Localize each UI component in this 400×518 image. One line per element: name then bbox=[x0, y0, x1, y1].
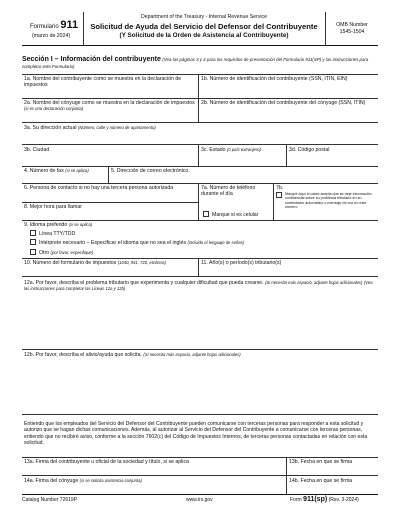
field-7b-note: Marque aquí si usted acepta que se deje información confidencial sobre su problema tributario en su contestador automático o mensaje de voz en este número bbox=[285, 192, 372, 210]
omb-label: OMB Number bbox=[336, 22, 368, 28]
spouse-signature-field[interactable] bbox=[22, 475, 286, 494]
tax-period-field[interactable] bbox=[198, 258, 378, 276]
field-4-label: 4. Número de fax (si se aplica) bbox=[24, 168, 89, 174]
field-1b-label: 1b. Número de identificación del contribuyente (SSN, ITIN, EIN) bbox=[201, 76, 348, 82]
current-address-field[interactable] bbox=[22, 122, 378, 144]
field-7a-label: 7a. Número de teléfono durante el día bbox=[201, 185, 256, 198]
spouse-id-field[interactable] bbox=[198, 98, 378, 122]
fax-number-field[interactable] bbox=[22, 166, 108, 183]
other-language-label: Otro (por favor, especifique) bbox=[39, 250, 94, 256]
form-id: Form 911(sp) (Rev. 3-2024) bbox=[290, 496, 359, 503]
field-9-label: 9. Idioma preferido (si se aplica) bbox=[24, 222, 93, 228]
field-14a-label: 14a. Firma del cónyuge (si se solicita asistencia conjunta) bbox=[24, 478, 142, 484]
spouse-name-field[interactable] bbox=[22, 98, 198, 122]
form-date: (marzo de 2024) bbox=[32, 33, 71, 39]
best-time-to-call-field[interactable] bbox=[22, 202, 198, 220]
city-field[interactable] bbox=[22, 144, 198, 166]
field-2b-label: 2b. Número de identificación del contribuyente del cónyuge (SSN, ITIN) bbox=[201, 100, 366, 106]
section-1-heading: Sección I – Información del contribuyente (Vea las páginas 3 y 4 para los requisitos de presentación del Formulario 911(SP) y las instrucciones para completar este Formulario) bbox=[22, 56, 369, 70]
header-divider-right bbox=[325, 12, 326, 45]
field-13a-label: 13a. Firma del contribuyente u oficial de la sociedad y título, si se aplica bbox=[24, 459, 189, 465]
other-language-checkbox[interactable] bbox=[30, 249, 36, 255]
field-3b-label: 3b. Ciudad bbox=[24, 147, 50, 153]
form-number: 911 bbox=[60, 19, 79, 31]
form-subtitle: (Y Solicitud de la Orden de Asistencia al Contribuyente) bbox=[119, 32, 289, 39]
field-3a-label: 3a. Su dirección actual (Número, calle y número de apartamento) bbox=[24, 125, 156, 131]
problem-description-field[interactable] bbox=[22, 294, 378, 349]
header-rule bbox=[22, 45, 378, 46]
form-title: Solicitud de Ayuda del Servicio del Defensor del Contribuyente bbox=[90, 22, 318, 31]
tty-checkbox[interactable] bbox=[30, 230, 36, 236]
field-3c-label: 3c. Estado (o país extranjero) bbox=[201, 147, 261, 153]
daytime-phone-field[interactable] bbox=[198, 195, 273, 207]
tax-form-number-field[interactable] bbox=[22, 258, 198, 276]
field-12a-label: 12a. Por favor, describa el problema tributario que experimenta y cualquier dificultad que pueda crearse. (Si necesita más espacio, adjunte hojas adicionales) (Vea las instrucciones para completar las Líneas 12a y 12b) bbox=[24, 280, 373, 292]
relief-requested-field[interactable] bbox=[22, 360, 378, 414]
field-1a-label: 1a. Nombre del contribuyente como se muestra en la declaración de impuestos bbox=[24, 76, 182, 89]
omb-number: 1545-1504 bbox=[339, 29, 365, 35]
taxpayer-sign-date-field[interactable] bbox=[286, 457, 378, 475]
voicemail-consent-checkbox[interactable] bbox=[276, 192, 282, 198]
form-label: Formulario 911 bbox=[30, 19, 79, 31]
field-13b-label: 13b. Fecha en que se firma bbox=[289, 459, 353, 465]
catalog-number: Catalog Number 72619P bbox=[22, 497, 78, 503]
taxpayer-name-field[interactable] bbox=[22, 74, 198, 98]
field-11-label: 11. Año(s) o período(s) tributario(s) bbox=[201, 260, 282, 266]
irs-website: www.irs.gov bbox=[186, 497, 213, 503]
field-7b-label: 7b. bbox=[276, 185, 284, 191]
zip-code-field[interactable] bbox=[286, 144, 378, 166]
department-name: Department of the Treasury - Internal Revenue Service bbox=[140, 14, 267, 20]
interpreter-checkbox[interactable] bbox=[30, 239, 36, 245]
field-5-label: 5. Dirección de correo electrónico. bbox=[111, 168, 190, 174]
field-2a-label: 2a. Nombre del cónyuge como se muestra en la declaración de impuestos (si es una declaración conjunta) bbox=[24, 100, 195, 112]
cell-phone-label: Marque si es celular bbox=[212, 212, 259, 218]
taxpayer-signature-field[interactable] bbox=[22, 457, 286, 475]
contact-person-field[interactable] bbox=[22, 183, 198, 202]
consent-statement: Entiendo que los empleados del Servicio del Defensor del Contribuyente pueden comunicarse con terceras personas para responder a esta solicitud y autorizo que se hagan dichas comunicaciones. Además, al autorizar al Servicio del Defensor del Contribuyente a comunicarse con terceras personas, entiendo que no recibiré aviso, conforme a la sección 7602(c) del Código de Impuestos Internos, de terceras personas contactadas en relación con esta solicitud. bbox=[24, 421, 368, 447]
field-3d-label: 3d. Código postal bbox=[289, 147, 330, 153]
cell-phone-checkbox[interactable] bbox=[203, 211, 209, 217]
spouse-sign-date-field[interactable] bbox=[286, 475, 378, 494]
field-10-label: 10. Número del formulario de impuestos (1040, 941, 720, etcétera) bbox=[24, 260, 166, 266]
field-14b-label: 14b. Fecha en que se firma bbox=[289, 478, 353, 484]
tty-label: Línea TTY/TDD bbox=[39, 231, 76, 237]
taxpayer-id-field[interactable] bbox=[198, 74, 378, 98]
email-field[interactable] bbox=[108, 166, 378, 183]
field-6-label: 6. Persona de contacto si no hay una tercera persona autorizada bbox=[24, 185, 174, 191]
field-12b-label: 12b. Por favor, describa el alivio/ayuda que solicita. (Si necesita más espacio, adjunte hojas adicionales) bbox=[24, 352, 241, 358]
field-8-label: 8. Mejor hora para llamar bbox=[24, 204, 82, 210]
interpreter-label: Intérprete necesario – Especificar el idioma que no sea el inglés (incluido el lenguaje de señas) bbox=[39, 240, 245, 246]
state-field[interactable] bbox=[198, 144, 286, 166]
